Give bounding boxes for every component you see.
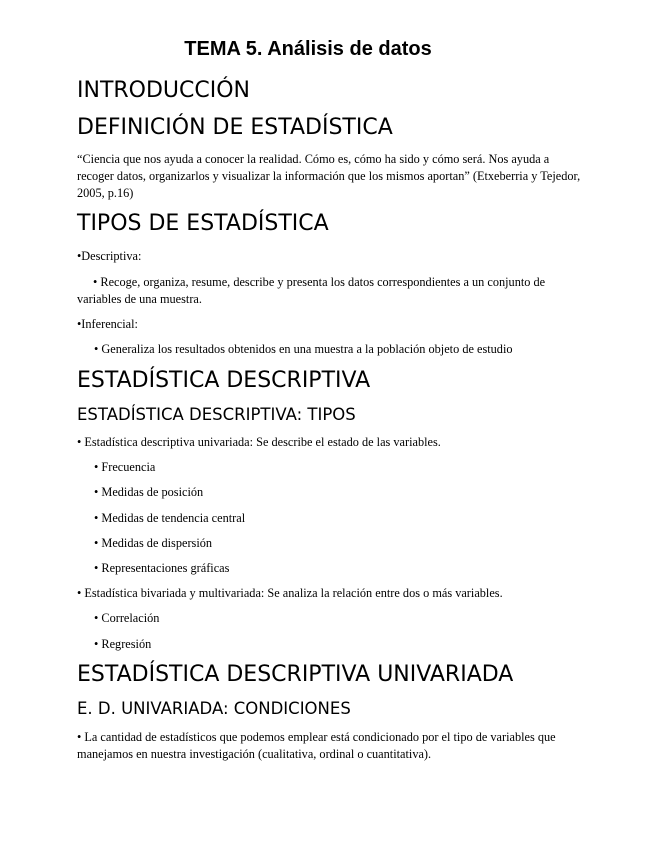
condiciones-paragraph: • La cantidad de estadísticos que podemos emplear está condicionado por el tipo de variables que manejamos en nuestra investigación (cualitativa, ordinal o cuantitativa). <box>77 730 556 761</box>
heading-definicion: DEFINICIÓN DE ESTADÍSTICA <box>77 115 393 140</box>
bivariada-paragraph: • Estadística bivariada y multivariada: Se analiza la relación entre dos o más variables. <box>77 586 503 600</box>
list-item: • Medidas de tendencia central <box>94 511 246 525</box>
list-item: • Medidas de dispersión <box>94 536 213 550</box>
heading-estadistica-descriptiva: ESTADÍSTICA DESCRIPTIVA <box>77 368 371 393</box>
heading-condiciones: E. D. UNIVARIADA: CONDICIONES <box>77 699 351 718</box>
inferencial-text: • Generaliza los resultados obtenidos en una muestra a la población objeto de estudio <box>94 342 513 356</box>
heading-ed-univariada: ESTADÍSTICA DESCRIPTIVA UNIVARIADA <box>77 662 514 687</box>
heading-ed-tipos: ESTADÍSTICA DESCRIPTIVA: TIPOS <box>77 405 356 424</box>
list-item: • Regresión <box>94 637 152 651</box>
list-item: • Medidas de posición <box>94 485 204 499</box>
heading-tipos: TIPOS DE ESTADÍSTICA <box>77 211 329 236</box>
list-item: • Frecuencia <box>94 460 156 474</box>
heading-introduccion: INTRODUCCIÓN <box>77 78 251 103</box>
inferencial-label: •Inferencial: <box>77 317 138 331</box>
univariada-paragraph: • Estadística descriptiva univariada: Se describe el estado de las variables. <box>77 435 441 449</box>
descriptiva-text: • Recoge, organiza, resume, describe y presenta los datos correspondientes a un conjunto de variables de una muestra. <box>77 275 546 306</box>
descriptiva-label: •Descriptiva: <box>77 249 142 263</box>
page-title: TEMA 5. Análisis de datos <box>184 38 432 60</box>
definicion-paragraph: “Ciencia que nos ayuda a conocer la realidad. Cómo es, cómo ha sido y cómo será. Nos ayuda a recoger datos, organizarlos y visualizar la información que los mismos aportan” (Etxeberria y Tejedor, 2005, p.16) <box>77 152 581 200</box>
list-item: • Representaciones gráficas <box>94 561 230 575</box>
list-item: • Correlación <box>94 611 160 625</box>
